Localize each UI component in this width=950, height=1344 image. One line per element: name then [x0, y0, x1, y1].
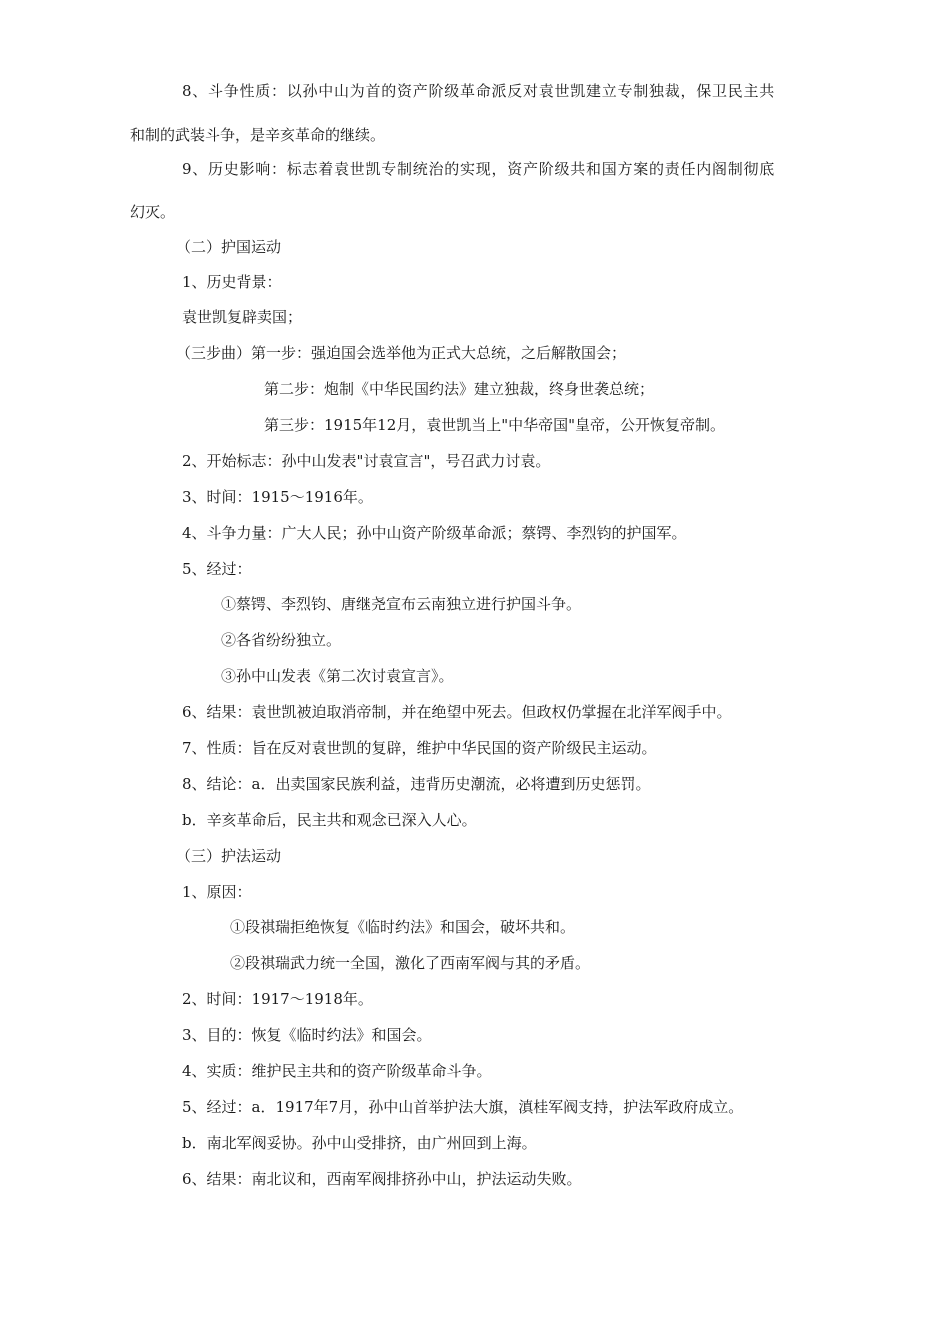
paragraph-line: 6、结果：南北议和，西南军阀排挤孙中山，护法运动失败。	[182, 1170, 582, 1188]
paragraph-line: 和制的武装斗争，是辛亥革命的继续。	[130, 126, 386, 144]
paragraph-line: 幻灭。	[130, 203, 176, 221]
list-item: ①段祺瑞拒绝恢复《临时约法》和国会，破坏共和。	[230, 918, 576, 936]
list-item: ②各省纷纷独立。	[221, 631, 342, 649]
paragraph-line: 1、历史背景：	[182, 273, 282, 291]
paragraph-line: 5、经过：a．1917年7月，孙中山首举护法大旗，滇桂军阀支持，护法军政府成立。	[182, 1098, 744, 1116]
paragraph-line: 3、时间：1915～1916年。	[182, 488, 373, 506]
paragraph-line: 4、实质：维护民主共和的资产阶级革命斗争。	[182, 1062, 492, 1080]
paragraph-line: 8、斗争性质：以孙中山为首的资产阶级革命派反对袁世凯建立专制独裁，保卫民主共	[182, 82, 776, 100]
paragraph-line: 4、斗争力量：广大人民；孙中山资产阶级革命派；蔡锷、李烈钧的护国军。	[182, 524, 687, 542]
paragraph-line: 第三步：1915年12月，袁世凯当上"中华帝国"皇帝，公开恢复帝制。	[264, 416, 726, 434]
paragraph-line: 9、历史影响：标志着袁世凯专制统治的实现，资产阶级共和国方案的责任内阁制彻底	[182, 160, 776, 178]
paragraph-line: 7、性质：旨在反对袁世凯的复辟，维护中华民国的资产阶级民主运动。	[182, 739, 657, 757]
paragraph-line: 8、结论：a．出卖国家民族利益，违背历史潮流，必将遭到历史惩罚。	[182, 775, 651, 793]
list-item: ②段祺瑞武力统一全国，激化了西南军阀与其的矛盾。	[230, 954, 591, 972]
paragraph-line: 5、经过：	[182, 560, 252, 578]
paragraph-line: 袁世凯复辟卖国；	[182, 308, 303, 326]
paragraph-line: 第二步：炮制《中华民国约法》建立独裁，终身世袭总统；	[264, 380, 655, 398]
list-item: ①蔡锷、李烈钧、唐继尧宣布云南独立进行护国斗争。	[221, 595, 582, 613]
paragraph-line: 3、目的：恢复《临时约法》和国会。	[182, 1026, 432, 1044]
section-heading: （二）护国运动	[176, 238, 282, 256]
paragraph-line: b．南北军阀妥协。孙中山受排挤，由广州回到上海。	[182, 1134, 537, 1152]
list-item: ③孙中山发表《第二次讨袁宣言》。	[221, 667, 454, 685]
section-heading: （三）护法运动	[176, 847, 282, 865]
paragraph-line: 2、时间：1917～1918年。	[182, 990, 373, 1008]
paragraph-line: （三步曲）第一步：强迫国会选举他为正式大总统，之后解散国会；	[176, 344, 627, 362]
paragraph-line: 1、原因：	[182, 883, 252, 901]
paragraph-line: 2、开始标志：孙中山发表"讨袁宣言"，号召武力讨袁。	[182, 452, 551, 470]
paragraph-line: 6、结果：袁世凯被迫取消帝制，并在绝望中死去。但政权仍掌握在北洋军阀手中。	[182, 703, 732, 721]
paragraph-line: b．辛亥革命后，民主共和观念已深入人心。	[182, 811, 477, 829]
